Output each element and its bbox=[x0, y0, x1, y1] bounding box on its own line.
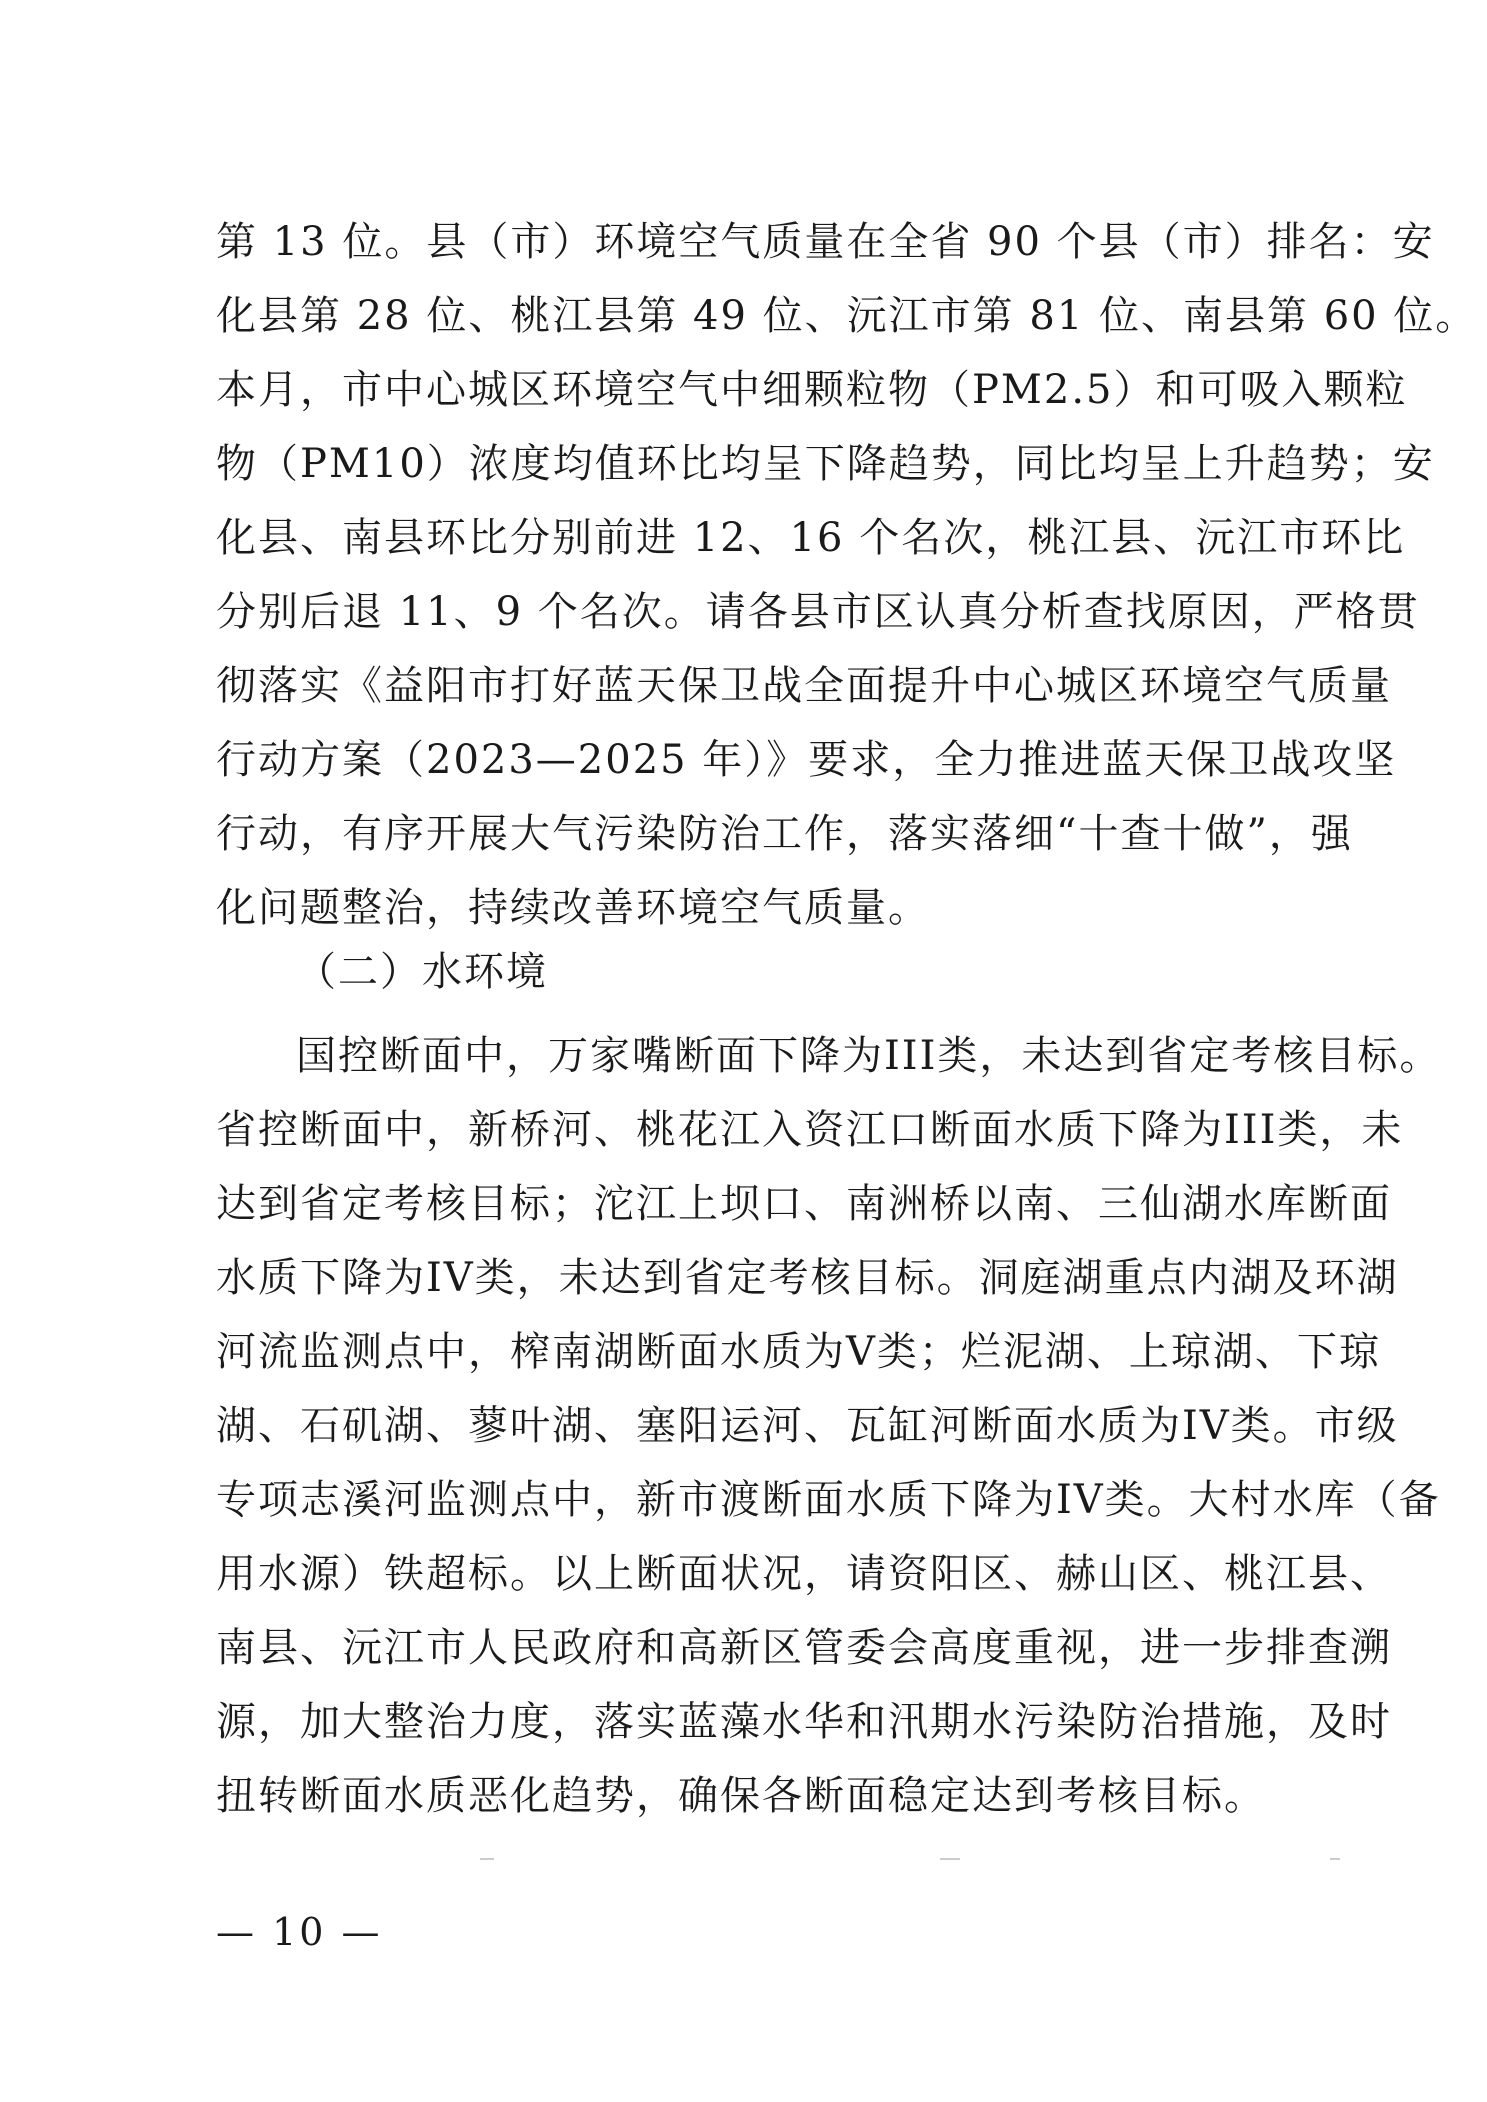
section-heading: （二）水环境 bbox=[296, 949, 548, 995]
scan-artifact bbox=[940, 1858, 960, 1860]
paragraph-line: 湖、石矶湖、蓼叶湖、塞阳运河、瓦缸河断面水质为IV类。市级 bbox=[216, 1403, 1399, 1449]
paragraph-line: 源，加大整治力度，落实蓝藻水华和汛期水污染防治措施，及时 bbox=[216, 1699, 1392, 1745]
paragraph-line: 行动，有序开展大气污染防治工作，落实落细“十查十做”，强 bbox=[216, 811, 1353, 857]
paragraph-line: 分别后退 11、9 个名次。请各县市区认真分析查找原因，严格贯 bbox=[216, 589, 1420, 635]
paragraph-line: 南县、沅江市人民政府和高新区管委会高度重视，进一步排查溯 bbox=[216, 1625, 1392, 1671]
paragraph-line: 化问题整治，持续改善环境空气质量。 bbox=[216, 885, 930, 931]
scan-artifact bbox=[1330, 1858, 1340, 1860]
paragraph-line: 国控断面中，万家嘴断面下降为III类，未达到省定考核目标。 bbox=[296, 1033, 1442, 1079]
paragraph-line: 用水源）铁超标。以上断面状况，请资阳区、赫山区、桃江县、 bbox=[216, 1551, 1392, 1597]
paragraph-line: 达到省定考核目标；沱江上坝口、南洲桥以南、三仙湖水库断面 bbox=[216, 1181, 1392, 1227]
paragraph-line: 彻落实《益阳市打好蓝天保卫战全面提升中心城区环境空气质量 bbox=[216, 663, 1392, 709]
paragraph-line: 河流监测点中，榨南湖断面水质为V类；烂泥湖、上琼湖、下琼 bbox=[216, 1329, 1381, 1375]
paragraph-line: 化县第 28 位、桃江县第 49 位、沅江市第 81 位、南县第 60 位。 bbox=[216, 293, 1478, 339]
paragraph-line: 行动方案（2023—2025 年）》要求，全力推进蓝天保卫战攻坚 bbox=[216, 737, 1397, 783]
paragraph-line: 第 13 位。县（市）环境空气质量在全省 90 个县（市）排名：安 bbox=[216, 219, 1435, 265]
paragraph-line: 专项志溪河监测点中，新市渡断面水质下降为IV类。大村水库（备 bbox=[216, 1477, 1441, 1523]
paragraph-line: 本月，市中心城区环境空气中细颗粒物（PM2.5）和可吸入颗粒 bbox=[216, 367, 1408, 413]
page-number: — 10 — bbox=[216, 1910, 383, 1954]
paragraph-line: 物（PM10）浓度均值环比均呈下降趋势，同比均呈上升趋势；安 bbox=[216, 441, 1435, 487]
paragraph-line: 水质下降为IV类，未达到省定考核目标。洞庭湖重点内湖及环湖 bbox=[216, 1255, 1399, 1301]
paragraph-line: 省控断面中，新桥河、桃花江入资江口断面水质下降为III类，未 bbox=[216, 1107, 1404, 1153]
scan-artifact bbox=[480, 1858, 494, 1860]
paragraph-line: 扭转断面水质恶化趋势，确保各断面稳定达到考核目标。 bbox=[216, 1773, 1266, 1819]
paragraph-line: 化县、南县环比分别前进 12、16 个名次，桃江县、沅江市环比 bbox=[216, 515, 1406, 561]
